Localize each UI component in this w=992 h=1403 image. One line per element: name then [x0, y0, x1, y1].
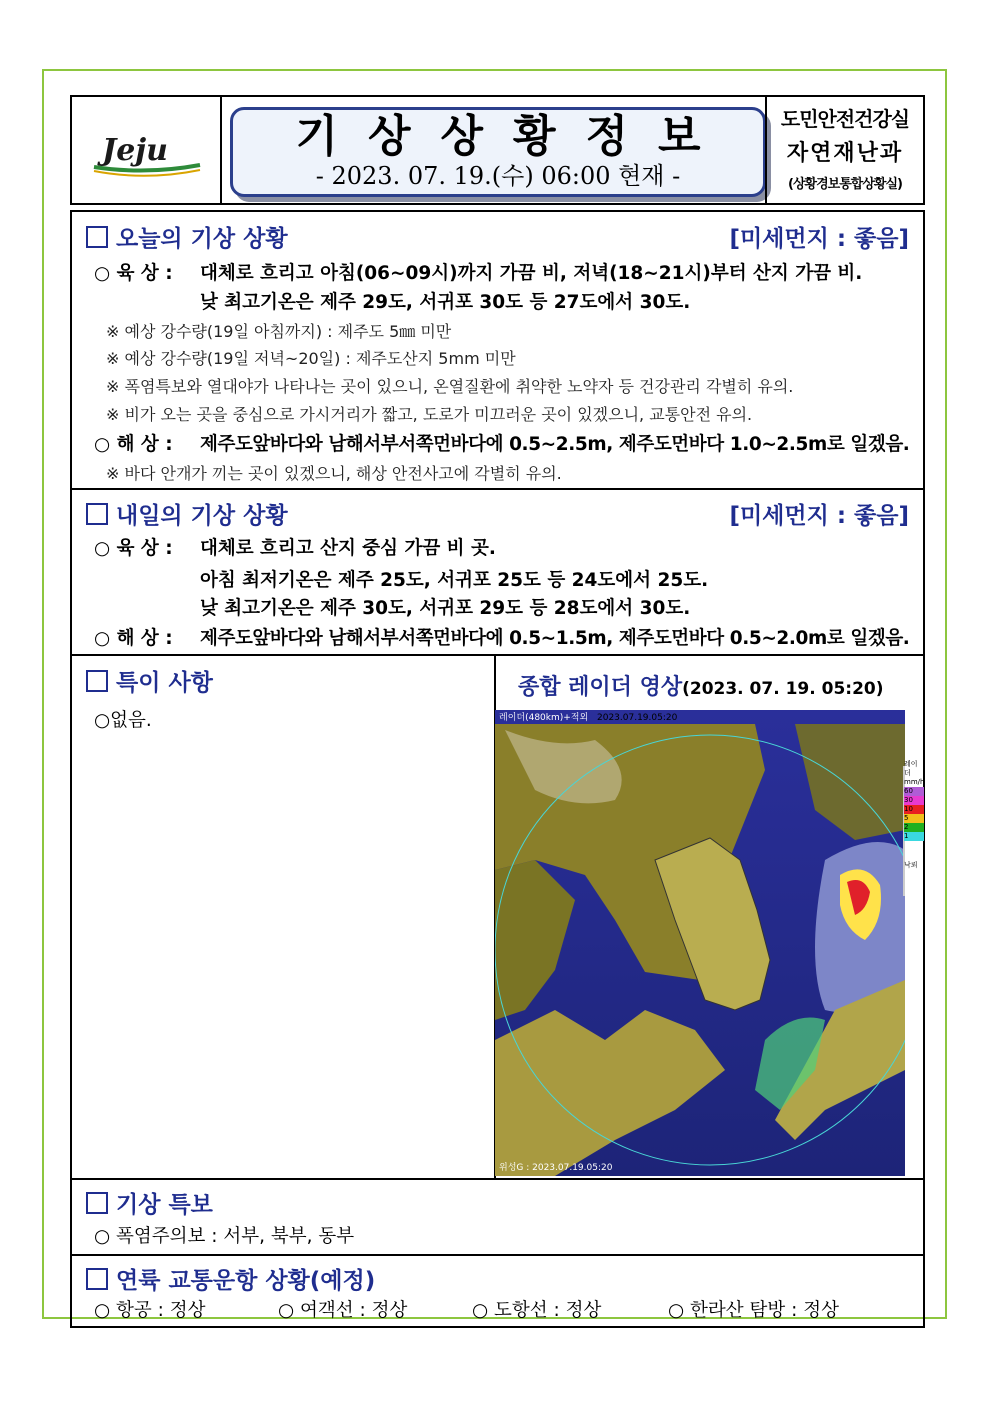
tomorrow-heading: 내일의 기상 상황 [86, 497, 288, 530]
content-table [70, 210, 925, 1328]
warning-line: ○ 폭염주의보 : 서부, 북부, 동부 [94, 1226, 355, 1247]
legend-value: 2 [904, 823, 924, 832]
legend-lightning: 낙뢰 [904, 861, 918, 869]
radar-image [495, 710, 905, 1176]
legend-value: 5 [904, 814, 924, 823]
special-content: ○없음. [94, 710, 152, 731]
warning-heading: 기상 특보 [86, 1186, 213, 1219]
divider [72, 1178, 923, 1180]
divider [72, 654, 923, 656]
tomorrow-sea-line: 제주도앞바다와 남해서부서쪽먼바다에 0.5~1.5m, 제주도먼바다 0.5~2.0m로 일겠음. [200, 628, 910, 649]
legend-unit: mm/h [904, 778, 925, 786]
today-heading: 오늘의 기상 상황 [86, 220, 288, 253]
radar-time-top: 2023.07.19.05:20 [597, 713, 678, 723]
traffic-heading: 연륙 교통운항 상황(예정) [86, 1262, 375, 1295]
radar-legend [904, 760, 924, 870]
report-date: - 2023. 07. 19.(수) 06:00 현재 - [315, 162, 681, 190]
office-name: (상황경보통합상황실) [788, 177, 902, 192]
checkbox-square-icon [86, 226, 108, 248]
today-sea-label: ○ 해 상 : [94, 434, 173, 455]
today-dust: [미세먼지 : 좋음] [729, 226, 909, 252]
radar-heading: 종합 레이더 영상(2023. 07. 19. 05:20) [518, 675, 884, 700]
today-note-4: ※ 비가 오는 곳을 중심으로 가시거리가 짧고, 도로가 미끄러운 곳이 있겠으니, 교통안전 유의. [106, 405, 753, 424]
legend-value: 30 [904, 796, 924, 805]
today-sea-note: ※ 바다 안개가 끼는 곳이 있겠으니, 해상 안전사고에 각별히 유의. [106, 464, 562, 483]
radar-label-bottom: 위성G : 2023.07.19.05:20 [499, 1163, 613, 1173]
today-land-line2: 낮 최고기온은 제주 29도, 서귀포 30도 등 27도에서 30도. [200, 292, 691, 313]
divider [72, 1254, 923, 1256]
checkbox-square-icon [86, 670, 108, 692]
legend-value: 10 [904, 805, 924, 814]
checkbox-square-icon [86, 1192, 108, 1214]
today-note-3: ※ 폭염특보와 열대야가 나타나는 곳이 있으니, 온열질환에 취약한 노약자 등 건강관리 각별히 유의. [106, 377, 794, 396]
divider [72, 488, 923, 490]
checkbox-square-icon [86, 503, 108, 525]
logo-text: Jeju [102, 133, 168, 168]
tomorrow-land-label: ○ 육 상 : [94, 538, 173, 559]
tomorrow-dust: [미세먼지 : 좋음] [729, 503, 909, 529]
legend-title: 레이더 [904, 760, 918, 777]
division-name: 자연재난과 [786, 141, 904, 166]
today-land-label: ○ 육 상 : [94, 263, 173, 284]
tomorrow-land-line3: 낮 최고기온은 제주 30도, 서귀포 29도 등 28도에서 30도. [200, 598, 691, 619]
department-name: 도민안전건강실 [780, 107, 910, 131]
traffic-item-ferry: ○ 여객선 : 정상 [278, 1300, 408, 1321]
checkbox-square-icon [86, 1268, 108, 1290]
today-note-2: ※ 예상 강수량(19일 저녁~20일) : 제주도산지 5mm 미만 [106, 349, 516, 368]
title-box [230, 107, 766, 197]
tomorrow-land-line1: 대체로 흐리고 산지 중심 가끔 비 곳. [200, 538, 496, 559]
legend-value: 60 [904, 787, 924, 796]
header-table [70, 95, 925, 205]
page-title: 기상상황정보 [295, 111, 731, 162]
special-heading: 특이 사항 [86, 664, 213, 697]
radar-label-top: 레이더(480km)+적외 [499, 713, 589, 723]
jeju-logo [72, 97, 220, 203]
logo-cell [72, 97, 222, 203]
tomorrow-land-line2: 아침 최저기온은 제주 25도, 서귀포 25도 등 24도에서 25도. [200, 570, 709, 591]
department-cell [765, 97, 923, 203]
traffic-item-air: ○ 항공 : 정상 [94, 1300, 206, 1321]
traffic-item-hallasan: ○ 한라산 탐방 : 정상 [668, 1300, 839, 1321]
today-land-line1: 대체로 흐리고 아침(06~09시)까지 가끔 비, 저녁(18~21시)부터 산지 가끔 비. [200, 263, 863, 284]
today-note-1: ※ 예상 강수량(19일 아침까지) : 제주도 5㎜ 미만 [106, 322, 452, 341]
tomorrow-sea-label: ○ 해 상 : [94, 628, 173, 649]
legend-value: 1 [904, 832, 924, 841]
traffic-item-island-ferry: ○ 도항선 : 정상 [472, 1300, 602, 1321]
today-sea-line: 제주도앞바다와 남해서부서쪽먼바다에 0.5~2.5m, 제주도먼바다 1.0~2.5m로 일겠음. [200, 434, 910, 455]
